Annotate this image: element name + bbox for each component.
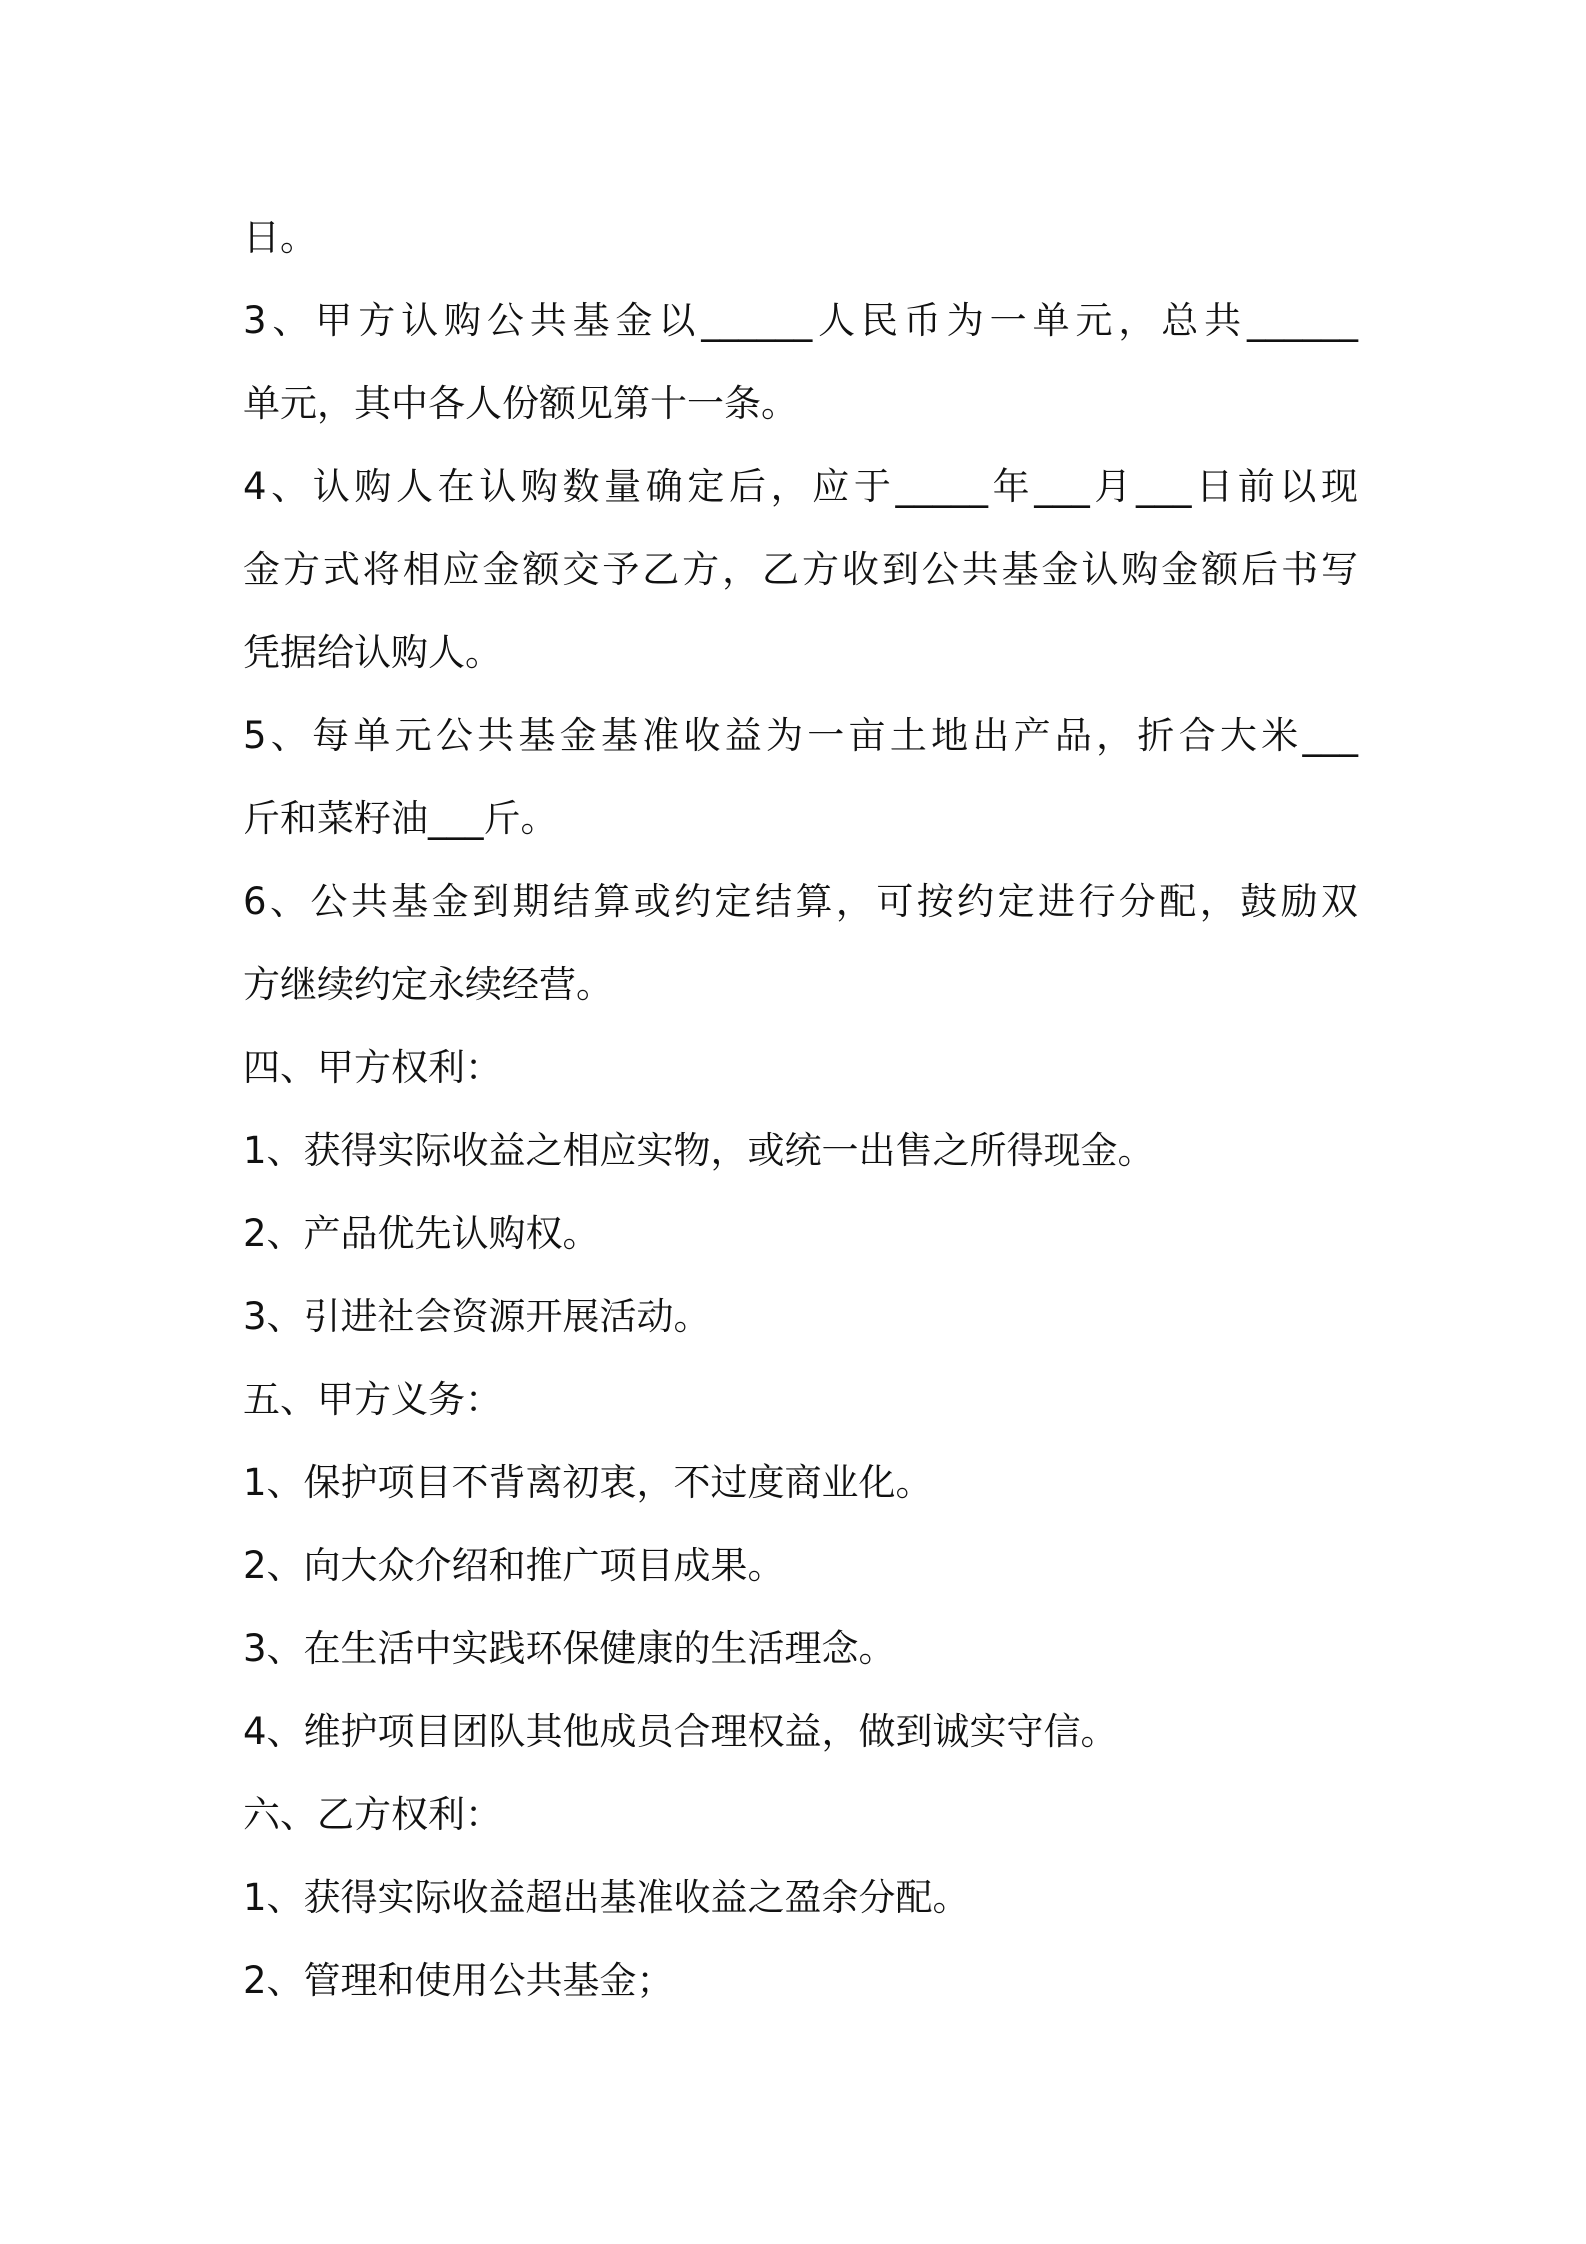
section-heading-party-a-rights: 四、甲方权利： [243, 1046, 502, 1089]
text-line-item-6: 6、公共基金到期结算或约定结算，可按约定进行分配，鼓励双 [243, 880, 1358, 923]
text-line-item-4: 4、认购人在认购数量确定后，应于_____年___月___日前以现 [243, 465, 1358, 508]
text-line-item-5: 5、每单元公共基金基准收益为一亩土地出产品，折合大米___ [243, 714, 1358, 757]
text-line-item-4-cont-1: 金方式将相应金额交予乙方，乙方收到公共基金认购金额后书写 [243, 548, 1358, 591]
text-line-item-3-cont: 单元，其中各人份额见第十一条。 [243, 382, 798, 425]
text-line-item-3: 3、甲方认购公共基金以______人民币为一单元，总共______ [243, 299, 1358, 342]
text-line-item-6-cont: 方继续约定永续经营。 [243, 963, 613, 1006]
text-line-a-obligations-1: 1、保护项目不背离初衷，不过度商业化。 [243, 1461, 933, 1504]
text-line-a-rights-2: 2、产品优先认购权。 [243, 1212, 600, 1255]
text-line-b-rights-2: 2、管理和使用公共基金； [243, 1959, 674, 2002]
text-line-a-obligations-2: 2、向大众介绍和推广项目成果。 [243, 1544, 785, 1587]
text-line-continuation: 日。 [243, 216, 317, 259]
text-line-item-5-cont: 斤和菜籽油___斤。 [243, 797, 558, 840]
text-line-b-rights-1: 1、获得实际收益超出基准收益之盈余分配。 [243, 1876, 970, 1919]
text-line-a-rights-1: 1、获得实际收益之相应实物，或统一出售之所得现金。 [243, 1129, 1155, 1172]
section-heading-party-b-rights: 六、乙方权利： [243, 1793, 502, 1836]
text-line-a-obligations-3: 3、在生活中实践环保健康的生活理念。 [243, 1627, 896, 1670]
text-line-a-rights-3: 3、引进社会资源开展活动。 [243, 1295, 711, 1338]
text-line-item-4-cont-2: 凭据给认购人。 [243, 631, 502, 674]
text-line-a-obligations-4: 4、维护项目团队其他成员合理权益，做到诚实守信。 [243, 1710, 1118, 1753]
document-body [243, 196, 1358, 2022]
section-heading-party-a-obligations: 五、甲方义务： [243, 1378, 502, 1421]
